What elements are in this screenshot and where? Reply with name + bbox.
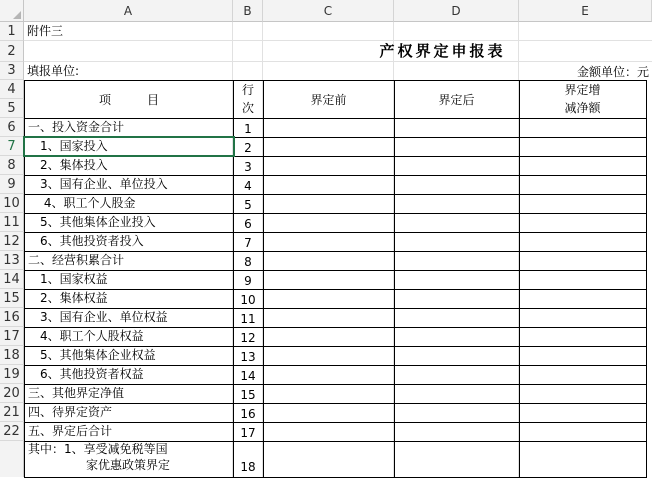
table-row-label: 五、界定后合计 xyxy=(24,422,234,442)
cell-after[interactable] xyxy=(394,194,520,214)
reporting-unit-label: 填报单位: xyxy=(27,64,80,78)
row-header[interactable]: 15 xyxy=(0,289,24,308)
cell-after[interactable] xyxy=(394,289,520,309)
cell-after[interactable] xyxy=(394,156,520,176)
table-row-label-special xyxy=(24,441,234,478)
attachment-label: 附件三 xyxy=(27,24,64,38)
cell-net[interactable] xyxy=(519,270,647,290)
cell-net[interactable] xyxy=(519,156,647,176)
row-header[interactable]: 6 xyxy=(0,118,24,137)
cell-before[interactable] xyxy=(263,289,395,309)
row-header[interactable]: 2 xyxy=(0,41,24,62)
cell-before[interactable] xyxy=(263,422,395,442)
row-header[interactable]: 11 xyxy=(0,213,24,232)
cell-after[interactable] xyxy=(394,175,520,195)
row-header[interactable]: 19 xyxy=(0,365,24,384)
cell-before[interactable] xyxy=(263,308,395,328)
row-header[interactable]: 10 xyxy=(0,194,24,213)
cell-net[interactable] xyxy=(519,308,647,328)
cell-before[interactable] xyxy=(263,270,395,290)
cell-net[interactable] xyxy=(519,327,647,347)
cell-after[interactable] xyxy=(394,384,520,404)
table-row-line: 16 xyxy=(233,403,264,423)
header-net-bottom: 减净额 xyxy=(519,99,647,119)
table-row-label: 3、国有企业、单位权益 xyxy=(24,308,234,328)
row-header-blank[interactable] xyxy=(0,441,24,477)
cell-net[interactable] xyxy=(519,175,647,195)
cell-after[interactable] xyxy=(394,137,520,157)
table-row-line: 5 xyxy=(233,194,264,214)
cell-after[interactable] xyxy=(394,308,520,328)
table-row-label: 4、职工个人股权益 xyxy=(24,327,234,347)
header-after: 界定后 xyxy=(394,80,520,119)
table-row-line: 11 xyxy=(233,308,264,328)
cell-before[interactable] xyxy=(263,251,395,271)
cell-net[interactable] xyxy=(519,346,647,366)
header-before: 界定前 xyxy=(263,80,395,119)
table-row-label: 1、国家权益 xyxy=(24,270,234,290)
cell-before[interactable] xyxy=(263,213,395,233)
header-net-top: 界定增 xyxy=(519,80,647,99)
special-label-line2: 家优惠政策界定 xyxy=(86,458,171,472)
cell-net[interactable] xyxy=(519,441,647,478)
cell-after[interactable] xyxy=(394,118,520,138)
table-row-line-special: 18 xyxy=(233,441,264,478)
cell-after[interactable] xyxy=(394,365,520,385)
cell-before[interactable] xyxy=(263,403,395,423)
table-row-line: 10 xyxy=(233,289,264,309)
cell-net[interactable] xyxy=(519,251,647,271)
row-header[interactable]: 22 xyxy=(0,422,24,441)
report-title: 产权界定申报表 xyxy=(379,42,506,60)
cell-before[interactable] xyxy=(263,175,395,195)
table-row-label: 3、国有企业、单位投入 xyxy=(24,175,234,195)
cell-net[interactable] xyxy=(519,384,647,404)
table-row-label: 2、集体投入 xyxy=(24,156,234,176)
row-header[interactable]: 5 xyxy=(0,99,24,118)
table-row-label: 1、国家投入 xyxy=(24,137,234,157)
cell-net[interactable] xyxy=(519,403,647,423)
row-header[interactable]: 20 xyxy=(0,384,24,403)
row-header[interactable]: 4 xyxy=(0,80,24,99)
column-header-c[interactable]: C xyxy=(263,0,394,22)
table-row-label: 5、其他集体企业投入 xyxy=(24,213,234,233)
cell-after[interactable] xyxy=(394,270,520,290)
column-header-a[interactable]: A xyxy=(24,0,233,22)
cell-net[interactable] xyxy=(519,137,647,157)
row-header-active[interactable]: 7 xyxy=(0,137,24,156)
cell-after[interactable] xyxy=(394,441,520,478)
cell-net[interactable] xyxy=(519,232,647,252)
table-row-label: 4、职工个人股金 xyxy=(24,194,234,214)
cell-net[interactable] xyxy=(519,118,647,138)
row-header[interactable]: 9 xyxy=(0,175,24,194)
header-line-bottom: 次 xyxy=(233,99,264,119)
cell-after[interactable] xyxy=(394,403,520,423)
header-item: 项 目 xyxy=(24,80,234,119)
table-row-label: 二、经营积累合计 xyxy=(24,251,234,271)
cell-after[interactable] xyxy=(394,213,520,233)
table-row-line: 9 xyxy=(233,270,264,290)
cell-after[interactable] xyxy=(394,327,520,347)
row-header[interactable]: 12 xyxy=(0,232,24,251)
table-row-line: 12 xyxy=(233,327,264,347)
cell-before[interactable] xyxy=(263,156,395,176)
header-line-top: 行 xyxy=(233,80,264,99)
cell-net[interactable] xyxy=(519,289,647,309)
table-row-line: 3 xyxy=(233,156,264,176)
table-row-label: 6、其他投资者权益 xyxy=(24,365,234,385)
cell-before[interactable] xyxy=(263,137,395,157)
row-header[interactable]: 1 xyxy=(0,22,24,41)
cell-before[interactable] xyxy=(263,118,395,138)
cell-after[interactable] xyxy=(394,422,520,442)
table-row-label: 四、待界定资产 xyxy=(24,403,234,423)
cell-before[interactable] xyxy=(263,441,395,478)
cell-before[interactable] xyxy=(263,346,395,366)
row-header[interactable]: 3 xyxy=(0,62,24,80)
table-row-line: 14 xyxy=(233,365,264,385)
table-row-label: 6、其他投资者投入 xyxy=(24,232,234,252)
special-label-line1: 其中：1、享受减免税等国 xyxy=(28,442,168,456)
cell-before[interactable] xyxy=(263,194,395,214)
cell-before[interactable] xyxy=(263,365,395,385)
row-header[interactable]: 13 xyxy=(0,251,24,270)
table-row-line: 2 xyxy=(233,137,264,157)
row-header[interactable]: 14 xyxy=(0,270,24,289)
amount-unit-label: 金额单位：元 xyxy=(576,65,649,79)
cell-after[interactable] xyxy=(394,346,520,366)
row-header[interactable]: 17 xyxy=(0,327,24,346)
cell-after[interactable] xyxy=(394,251,520,271)
table-row-line: 17 xyxy=(233,422,264,442)
cell-net[interactable] xyxy=(519,213,647,233)
row-header[interactable]: 21 xyxy=(0,403,24,422)
table-row-line: 8 xyxy=(233,251,264,271)
column-header-d[interactable]: D xyxy=(394,0,519,22)
table-row-line: 6 xyxy=(233,213,264,233)
row-header[interactable]: 8 xyxy=(0,156,24,175)
table-row-label: 三、其他界定净值 xyxy=(24,384,234,404)
select-all-corner[interactable] xyxy=(0,0,24,22)
cell-net[interactable] xyxy=(519,365,647,385)
table-row-label: 一、投入资金合计 xyxy=(24,118,234,138)
table-row-line: 1 xyxy=(233,118,264,138)
cell-before[interactable] xyxy=(263,232,395,252)
cell-net[interactable] xyxy=(519,422,647,442)
row-header[interactable]: 18 xyxy=(0,346,24,365)
table-row-line: 13 xyxy=(233,346,264,366)
row-header[interactable]: 16 xyxy=(0,308,24,327)
table-row-label: 5、其他集体企业权益 xyxy=(24,346,234,366)
column-header-b[interactable]: B xyxy=(233,0,263,22)
cell-before[interactable] xyxy=(263,327,395,347)
table-row-line: 4 xyxy=(233,175,264,195)
cell-net[interactable] xyxy=(519,194,647,214)
cell-before[interactable] xyxy=(263,384,395,404)
table-row-line: 7 xyxy=(233,232,264,252)
cell-after[interactable] xyxy=(394,232,520,252)
column-header-e[interactable]: E xyxy=(519,0,652,22)
table-row-label: 2、集体权益 xyxy=(24,289,234,309)
table-row-line: 15 xyxy=(233,384,264,404)
